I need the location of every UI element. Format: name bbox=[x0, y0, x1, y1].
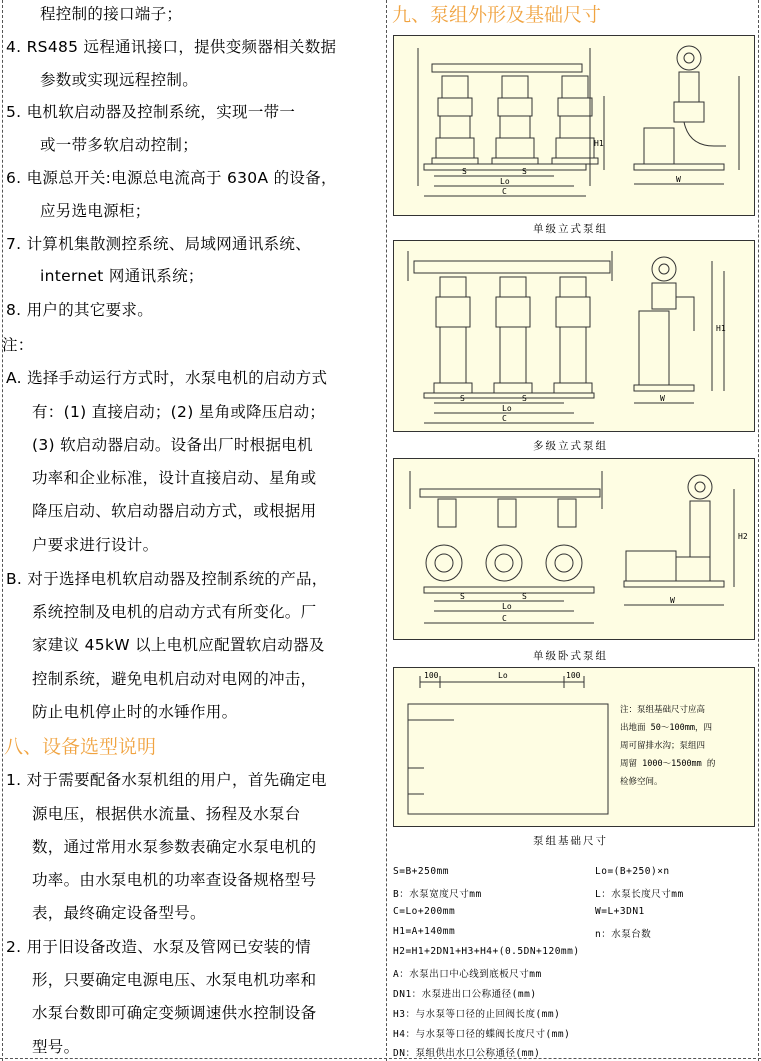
dim-lo-label: Lo bbox=[500, 177, 510, 186]
formula-b: B：水泵宽度尺寸mm bbox=[393, 889, 482, 900]
foundation-diagram bbox=[393, 667, 755, 827]
formula-h2: H2=H1+2DN1+H3+H4+(0.5DN+120mm) bbox=[393, 946, 580, 957]
body-text-line: 1. 对于需要配备水泵机组的用户，首先确定电 bbox=[6, 771, 327, 789]
single-stage-horizontal-drawing bbox=[394, 459, 753, 638]
formula-h1: H1=A+140mm bbox=[393, 926, 456, 937]
single-stage-vertical-diagram bbox=[393, 35, 755, 216]
body-text-line: 5. 电机软启动器及控制系统，实现一带一 bbox=[6, 103, 296, 121]
single-stage-vertical-drawing bbox=[394, 36, 753, 214]
body-text-line: 应另选电源柜； bbox=[40, 202, 151, 220]
foundation-caption: 泵组基础尺寸 bbox=[533, 835, 608, 847]
single-stage-horizontal-caption: 单级卧式泵组 bbox=[533, 650, 608, 662]
body-text-line: 控制系统，避免电机启动对电网的冲击， bbox=[32, 670, 317, 688]
dim-lo-label-2: Lo bbox=[502, 404, 512, 413]
formula-n: n：水泵台数 bbox=[595, 929, 652, 940]
body-text-line: 或一带多软启动控制； bbox=[40, 136, 199, 154]
dim-s2-label: S bbox=[522, 167, 527, 176]
single-stage-vertical-caption: 单级立式泵组 bbox=[533, 223, 608, 235]
multi-stage-vertical-drawing bbox=[394, 241, 753, 430]
dim-w-label-2: W bbox=[660, 394, 665, 403]
body-text-line: 源电压，根据供水流量、扬程及水泵台 bbox=[32, 805, 301, 823]
body-text-line: 系统控制及电机的启动方式有所变化。厂 bbox=[32, 603, 317, 621]
body-text-line: 7. 计算机集散测控系统、局域网通讯系统、 bbox=[6, 235, 312, 253]
formula-l: L：水泵长度尺寸mm bbox=[595, 889, 684, 900]
formula-s: S=B+250mm bbox=[393, 866, 449, 877]
multi-stage-vertical-diagram bbox=[393, 240, 755, 432]
dim-s1-label-3: S bbox=[460, 592, 465, 601]
formula-dn: DN：泵组供出水口公称通径(mm) bbox=[393, 1048, 541, 1059]
body-text-line: A. 选择手动运行方式时，水泵电机的启动方式 bbox=[6, 369, 328, 387]
body-text-line: 户要求进行设计。 bbox=[32, 536, 159, 554]
body-text-line: 功率和企业标准，设计直接启动、星角或 bbox=[32, 469, 317, 487]
body-text-line: 有：(1) 直接启动；(2) 星角或降压启动； bbox=[32, 403, 326, 421]
formula-h3: H3：与水泵等口径的止回阀长度(mm) bbox=[393, 1009, 561, 1020]
foundation-note-line: 周可留排水沟；泵组四 bbox=[620, 741, 706, 751]
dim-h1-label: H1 bbox=[594, 139, 604, 148]
body-text-line: internet 网通讯系统； bbox=[40, 267, 204, 285]
body-text-line: 4. RS485 远程通讯接口，提供变频器相关数据 bbox=[6, 38, 337, 56]
right-margin-guide bbox=[758, 0, 759, 1061]
formula-w: W=L+3DN1 bbox=[595, 906, 645, 917]
body-text-line: 功率。由水泵电机的功率查设备规格型号 bbox=[32, 871, 317, 889]
dim-w-label: W bbox=[676, 175, 681, 184]
body-text-line: 型号。 bbox=[32, 1038, 80, 1056]
section-9-heading: 九、泵组外形及基础尺寸 bbox=[392, 4, 602, 26]
column-divider bbox=[386, 0, 387, 1061]
formula-lo: Lo=(B+250)×n bbox=[595, 866, 670, 877]
body-text-line: 数，通过常用水泵参数表确定水泵电机的 bbox=[32, 838, 317, 856]
dim-c-label: C bbox=[502, 187, 507, 196]
dim-100a-label: 100 bbox=[424, 671, 439, 680]
body-text-line: 防止电机停止时的水锤作用。 bbox=[32, 703, 238, 721]
foundation-note-line: 周留 1000～1500mm 的 bbox=[620, 759, 716, 769]
dim-c-label-3: C bbox=[502, 614, 507, 623]
body-text-line: 水泵台数即可确定变频调速供水控制设备 bbox=[32, 1004, 317, 1022]
body-text-line: 注： bbox=[2, 336, 34, 354]
foundation-note bbox=[620, 704, 716, 787]
section-8-heading: 八、设备选型说明 bbox=[4, 736, 157, 758]
body-text-line: 家建议 45kW 以上电机应配置软启动器及 bbox=[32, 636, 325, 654]
body-text-line: (3) 软启动器启动。设备出厂时根据电机 bbox=[32, 436, 313, 454]
foundation-note-line: 检修空间。 bbox=[620, 777, 663, 787]
body-text-line: 程控制的接口端子； bbox=[40, 5, 183, 23]
dim-s1-label-2: S bbox=[460, 394, 465, 403]
body-text-line: B. 对于选择电机软启动器及控制系统的产品， bbox=[6, 570, 328, 588]
body-text-line: 2. 用于旧设备改造、水泵及管网已安装的情 bbox=[6, 938, 312, 956]
body-text-line: 降压启动、软启动器启动方式，或根据用 bbox=[32, 502, 317, 520]
dim-lo-label-4: Lo bbox=[498, 671, 508, 680]
body-text-line: 参数或实现远程控制。 bbox=[40, 71, 199, 89]
dim-s1-label: S bbox=[462, 167, 467, 176]
foundation-note-line: 注：泵组基础尺寸应高 bbox=[620, 705, 706, 715]
body-text-line: 表，最终确定设备型号。 bbox=[32, 904, 206, 922]
formula-a: A：水泵出口中心线到底板尺寸mm bbox=[393, 969, 542, 980]
dim-lo-label-3: Lo bbox=[502, 602, 512, 611]
dim-s2-label-2: S bbox=[522, 394, 527, 403]
formula-c: C=Lo+200mm bbox=[393, 906, 456, 917]
body-text-line: 形，只要确定电源电压、水泵电机功率和 bbox=[32, 971, 317, 989]
foundation-drawing bbox=[394, 668, 753, 825]
body-text-line: 8. 用户的其它要求。 bbox=[6, 301, 154, 319]
formula-dn1: DN1：水泵进出口公称通径(mm) bbox=[393, 989, 537, 1000]
dim-c-label-2: C bbox=[502, 414, 507, 423]
dim-100b-label: 100 bbox=[566, 671, 581, 680]
single-stage-horizontal-diagram bbox=[393, 458, 755, 640]
dim-w-label-3: W bbox=[670, 596, 675, 605]
body-text-line: 6. 电源总开关:电源总电流高于 630A 的设备， bbox=[6, 169, 337, 187]
dim-h1-label-2: H1 bbox=[716, 324, 726, 333]
dim-s2-label-3: S bbox=[522, 592, 527, 601]
foundation-note-line: 出地面 50～100mm，四 bbox=[620, 723, 712, 733]
formula-h4: H4：与水泵等口径的蝶阀长度尺寸(mm) bbox=[393, 1029, 571, 1040]
dim-h2-label: H2 bbox=[738, 532, 748, 541]
multi-stage-vertical-caption: 多级立式泵组 bbox=[533, 440, 608, 452]
